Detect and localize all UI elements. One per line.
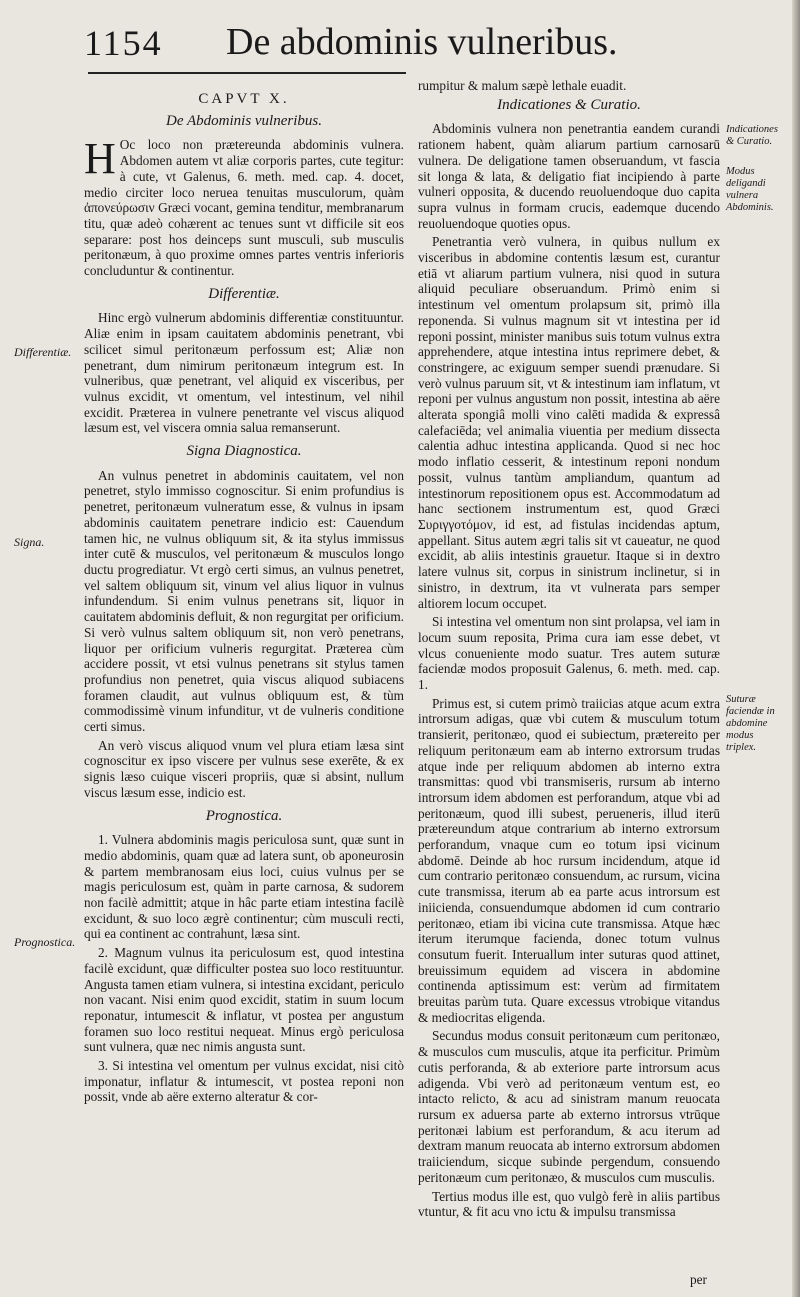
chapter-heading: CAPVT X. (198, 91, 290, 107)
section-heading-signa: Signa Diagnostica. (186, 443, 302, 460)
margin-note-signa: Signa. (14, 535, 45, 549)
page-edge-shadow (792, 0, 800, 1297)
section-heading-indicationes: Indicationes & Curatio. (497, 96, 641, 113)
left-column (84, 78, 404, 1108)
list-item: 2. Magnum vulnus ita periculosum est, quod intestina facilè excidunt, quæ difficulter postea suo loco restituuntur. Angusta tamen etiam vulnera, si intestina excidant, periculo non vacant. Nisi enim quod excidit, statim in suum locum reponatur, intumescit & inflatur, vt postea per angustum foramen suo loco restitui nequeat. Minus ergò periculosa sunt vulnera, quæ nec nimis angusta sunt. (84, 945, 404, 1055)
paragraph: Si intestina vel omentum non sint prolapsa, vel iam in locum suum reposita, Prima cura iam esse debet, vt vlcus conueniente modo suatur. Tres autem suturæ faciendæ modos proposuit Galenus, 6. meth. med. cap. 1. (418, 614, 720, 693)
paragraph: Tertius modus ille est, quo vulgò ferè in aliis partibus vtuntur, & fit acu vno ictu & impulsu transmissa (418, 1188, 720, 1220)
chapter-title: De Abdominis vulneribus. (166, 112, 322, 129)
intro-text: Oc loco non prætereunda abdominis vulnera. Abdomen autem vt aliæ corporis partes, cute tegitur: à cute, vt Galenus, 6. meth. med. cap. 4. docet, medio circiter loco neruea tenuitas musculorum, quàm ἀπονεύρωσιν Græci vocant, gemina tenditur, membranarum titu, quæ adeò cohærent ac tenues sunt vt difficile sit eos separare: post hos deinceps sunt musculi, sub musculis peritonæum, à quo proxime omnes partes ventris inferioris concluduntur & continentur. (84, 137, 404, 279)
drop-cap: H (84, 134, 116, 184)
paragraph: Primus est, si cutem primò traiicias atque acum extra introrsum adigas, quæ vbi cutem & musculum totum transierit, peritonæo, quod ei subiectum, prætereito per reliquum peritonæum eam ab interno extrorsum trudas atque inde per reliquum abdomen ab interno extra transmittas: quod vbi transmiseris, rursum ab interno introrsum idem abdomen est perforandum, atque vbi ad peritonæum, quod illi subest, perueneris, illud iterū prætereundum atque contrarium ab interno extrorsum perforandum, vnaque cum eo totum ipsi vicinum abdomē. Deinde ab hoc rursum incidendum, atque id cum contrario peritonæo consuendum, ac rursum, vicina cute transmissa, iterum ab ea parte acus introrsum est iniicienda, consuendumque abdomen id cum contrario peritonæo, etiam ibi vicina cute transmissa. Atque hæc iterum iterumque facienda, donec totum vulnus consutum fuerit. Interuallum inter suturas quod attinet, breuissimum equidem ad viscera in abdomine continenda aptissimum est: verùm ad firmitatem breuitas parùm tuta. Quare excessus vtrobique vitandus & mediocritas eligenda. (418, 695, 720, 1025)
page-number: 1154 (84, 23, 163, 63)
right-column (418, 78, 720, 1223)
paragraph: An verò viscus aliquod vnum vel plura etiam læsa sint cognoscitur ex ipso viscere per vulnus sese exerēte, & ex signis læso cuique visceri propriis, quæ si absint, nullum viscus læsum esse, indicio est. (84, 737, 404, 800)
list-item: 3. Si intestina vel omentum per vulnus excidat, nisi citò imponatur, inflatur & intumescit, vt postea reponi non possit, vnde ab aëre externo alteratur & cor- (84, 1058, 404, 1105)
margin-note-suturae: Suturæ faciendæ in abdomine modus triplex. (726, 694, 775, 753)
running-title: De abdominis vulneribus. (226, 21, 618, 63)
margin-note-modus-deligandi: Modus deligandi vulnera Abdominis. (726, 166, 774, 213)
margin-note-indicationes: Indicationes & Curatio. (726, 124, 778, 147)
section-heading-differentiae: Differentiæ. (208, 285, 280, 302)
margin-note-differentiae: Differentiæ. (14, 345, 72, 359)
paragraph: Secundus modus consuit peritonæum cum peritonæo, & musculos cum musculis, atque ita perficitur. Primùm cutis perforanda, & ab exteriore parte introrsum acus adigenda. Vbi verò ad peritonæum ventum est, eo intacto relicto, & acu ad sinistram manum reuocata rursum ex aduersa parte ab externo introrsus vtrūque peritonæi labium est perforandum, & acu iterum ad dextram manum reuocata ab interno extrorsum abdomen traiiciendum, sicque subinde pergendum, consuendo peritonæum cum peritonæo, & musculos cum musculis. (418, 1028, 720, 1185)
header-rule (88, 72, 406, 74)
paragraph: Abdominis vulnera non penetrantia eandem curandi rationem habent, quàm aliarum partium carnosarū vulnera. De deligatione tamen obseruandum, vt fascia sit longa & lata, & deligatio fiat incipiendo à parte vulneri opposita, & ducendo reuoluendoque duo capita supra vulnus in formam crucis, eademque ducendo reuoluendoque quoties opus. (418, 121, 720, 231)
paragraph: Hinc ergò vulnerum abdominis differentiæ constituuntur. Aliæ enim in ipsam cauitatem abdominis penetrant, vbi scilicet simul peritonæum perfossum est; Aliæ non penetrant, dum nimirum peritonæum integrum est. In vulneribus, quæ penetrant, vel aliquid ex visceribus, per vulnus excidit, vt omentum, vel intestinum, vel nihil excidit. Præterea in vulnere penetrante vel viscus aliquod læsum est, vel viscera omnia salua remanserunt. (84, 310, 404, 436)
catchword: per (690, 1272, 707, 1287)
intro-paragraph (84, 134, 404, 279)
list-item: 1. Vulnera abdominis magis periculosa sunt, quæ sunt in medio abdominis, quam quæ ad latera sunt, ob aponeurosin & partem membranosam eius loci, cuius vulnus per se magis periculosum est, quàm in parte carnosa, & sudorem non facilè admittit; atque in hâc parte etiam intestina facilè excidunt, & suo loco ægrè continentur; cùm musculi recti, qui ea continent ac contrahunt, læsa sint. (84, 832, 404, 942)
margin-note-prognostica: Prognostica. (14, 935, 76, 949)
paragraph: Penetrantia verò vulnera, in quibus nullum ex visceribus in abdomine contentis læsum est, curantur etiā vt aliarum partium vulnera, nisi quod in sutura aliquid peculiare obseruandum. Primò enim si intestinum vel omentum prolapsum sit, primò illa reponenda. Si vulnus magnum sit vt intestina per id reponi possint, minister manibus suis totum vulnus extra apprehendere, atque intestina intus reprimere debet, & constringere, ac exiguum semper suendi prænudare. Si verò vulnus paruum sit, vt & intestinum iam inflatum, vt reponi per vulnus angustum non possit, intestina ab aëre alterata spongiâ molli vino calēti madida & expressâ calefaciēda; vel animalia viuentia per medium dissecta calentia adhuc intestina applicanda. Quod si nec hoc modo inflatio cesserit, & intestinum reponi nondum possit, vulnus tantùm ampliandum, quantum ad intestinorum repositionem opus est. Accommodatum ad hanc sectionem instrumentum est, quod Græci Συριγγοτόμον, id est, ad fistulas incidendas aptum, appellant. Situs autem ægri talis sit vt caueatur, ne quod excidit, ab aliis intestinis grauetur. Itaque si in dextro latere vulnus sit, corpus in sinistrum inclinetur, si in sinistro, in dextrum, ita vt vulnerata pars semper altiorem locum occupet. (418, 234, 720, 611)
section-heading-prognostica: Prognostica. (205, 807, 283, 824)
paragraph: An vulnus penetret in abdominis cauitatem, vel non penetret, stylo immisso cognoscitur. Si enim profundius is penetret, peritonæum vulneratum esse, & vulnus in ipsam abdominis cauitatem penetrare indicio est: Cauendum tamen hic, ne vulnus obliquum sit, & ita stylus immissus inter cutē & musculos, vel peritonæum & musculos longo ductu progrediatur. Vt ergò certi simus, an vulnus penetret, vel saltem obliquum sit, vinum vel alius liquor in vulnus infundendum. Si enim vulnus penetrans sit, liquor in cauitatem abdominis defluit, & non regurgitat per orificium. Si verò vulnus saltem obliquum sit, non verò penetrans, liquor per orificium vulneris regurgitat. Præterea cùm accidere possit, vt etsi vulnus penetrans sit stylus tamen profundius non penetret, quia viscus aliquod subiacens foramen claudit, aut vulnus obliquum est, & tùm commodissimè vinum infunditur, vt de vulneris conditione certi simus. (84, 467, 404, 735)
continuation-line: rumpitur & malum sæpè lethale euadit. (418, 78, 627, 93)
